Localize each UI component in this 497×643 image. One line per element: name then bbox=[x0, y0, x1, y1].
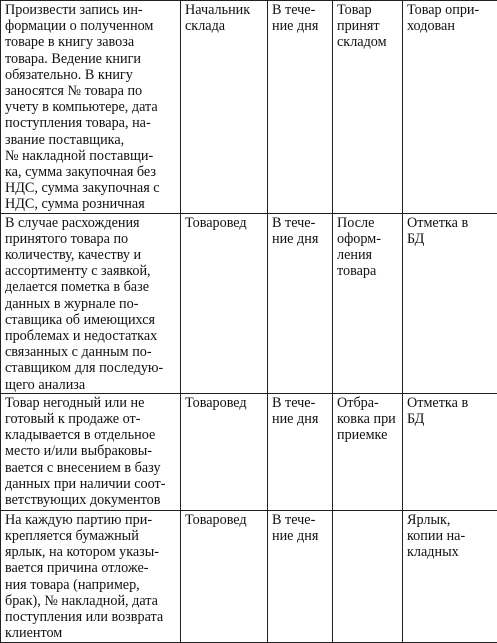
task-cell: В случае расхождения принятого товара по количеству, качеству и ассортименту с заявкой, делается пометка в базе данных в журнале по- ставщика об имеющихся проблемах и недостатках связанных с данным по- ставщиком для последую- щего анализа bbox=[1, 213, 181, 393]
result-cell bbox=[333, 510, 403, 642]
result-cell: После оформ- ления товара bbox=[333, 213, 403, 393]
document-cell: Отметка в БД bbox=[403, 213, 497, 393]
document-cell: Отметка в БД bbox=[403, 393, 497, 510]
task-cell: Товар негодный или не готовый к продаже от- кладывается в отдельное место и/или выбраковы- вается с внесением в базу данных при наличии соот- ветствующих документов bbox=[1, 393, 181, 510]
document-cell: Товар опри- ходован bbox=[403, 1, 497, 214]
result-cell: Отбра- ковка при приемке bbox=[333, 393, 403, 510]
result-cell: Товар принят складом bbox=[333, 1, 403, 214]
term-cell: В тече- ние дня bbox=[268, 393, 333, 510]
document-cell: Ярлык, копии на- кладных bbox=[403, 510, 497, 642]
table-row bbox=[1, 1, 497, 214]
table-row bbox=[1, 510, 497, 642]
task-cell: На каждую партию при- крепляется бумажный ярлык, на котором указы- вается причина отложе- ния товара (например, брак), № накладной, дата поступления или возврата клиентом bbox=[1, 510, 181, 642]
table-row bbox=[1, 393, 497, 510]
responsible-cell: Товаровед bbox=[181, 393, 268, 510]
responsible-cell: Начальник склада bbox=[181, 1, 268, 214]
term-cell: В тече- ние дня bbox=[268, 1, 333, 214]
responsible-cell: Товаровед bbox=[181, 510, 268, 642]
task-cell: Произвести запись ин- формации о полученном товаре в книгу завоза товара. Ведение книги обязательно. В книгу заносятся № товара по учету в компьютере, дата поступления товара, на- звание поставщика, № накладной поставщи- ка, сумма закупочная без НДС, сумма закупочная с НДС, сумма розничная bbox=[1, 1, 181, 214]
term-cell: В тече- ние дня bbox=[268, 510, 333, 642]
term-cell: В тече- ние дня bbox=[268, 213, 333, 393]
table-row bbox=[1, 213, 497, 393]
responsible-cell: Товаровед bbox=[181, 213, 268, 393]
